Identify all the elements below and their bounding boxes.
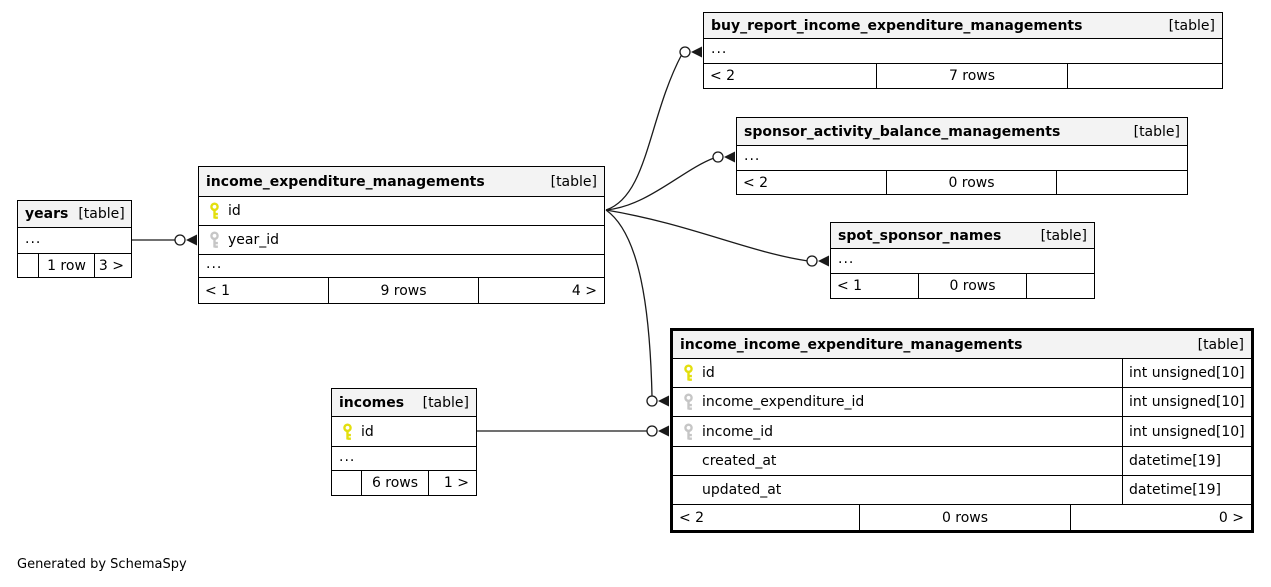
table-tag: [table]: [1133, 123, 1180, 140]
column-label: ...: [339, 448, 356, 465]
column-type: int unsigned[10]: [1122, 359, 1251, 387]
table-income_income_expenditure_managements[interactable]: [670, 328, 1254, 533]
table-name: buy_report_income_expenditure_managements: [711, 17, 1083, 34]
relationship-income_expenditure_managements-to-sponsor_activity_balance_managements: [606, 152, 735, 211]
columns-ellipsis-row: [332, 447, 476, 471]
table-name: years: [25, 206, 69, 222]
table-degree-footer: [737, 171, 1187, 194]
children-count: [1056, 171, 1187, 194]
parents-count: < 1: [205, 282, 231, 299]
table-tag: [table]: [1168, 17, 1215, 34]
fk-key-icon: [683, 423, 694, 440]
column-row-id: [673, 359, 1251, 388]
rows-count: 9 rows: [328, 278, 478, 303]
pk-key-icon: [342, 423, 353, 440]
table-name: incomes: [339, 394, 405, 411]
table-degree-footer: [332, 471, 476, 495]
table-sponsor_activity_balance_managements[interactable]: [736, 117, 1188, 195]
rows-count: 1 row: [38, 254, 94, 277]
table-degree-footer: [199, 278, 604, 303]
table-name: spot_sponsor_names: [838, 227, 1002, 244]
fk-key-icon: [683, 394, 694, 411]
table-tag: [table]: [422, 394, 469, 411]
table-header: [737, 118, 1187, 146]
rows-count: 0 rows: [859, 505, 1070, 530]
column-label: id: [361, 423, 374, 440]
column-type: int unsigned[10]: [1122, 417, 1251, 446]
children-count: 1 >: [428, 471, 476, 495]
pk-key-icon: [209, 203, 220, 220]
children-count: [1026, 274, 1094, 298]
table-tag: [table]: [550, 173, 597, 190]
rows-count: 7 rows: [876, 64, 1067, 88]
column-type: datetime[19]: [1122, 447, 1251, 475]
table-header: [199, 167, 604, 197]
rows-count: 0 rows: [886, 171, 1056, 194]
relationship-years-to-income_expenditure_managements-year_id: [132, 235, 197, 246]
table-degree-footer: [673, 505, 1251, 530]
parents-count: < 2: [679, 509, 705, 526]
fk-key-icon: [209, 232, 220, 249]
column-row-income_id: [673, 417, 1251, 447]
column-label: updated_at: [702, 482, 782, 498]
children-count: 0 >: [1070, 505, 1251, 530]
table-name: sponsor_activity_balance_managements: [744, 123, 1061, 140]
column-label: ...: [744, 148, 761, 165]
relationship-income_expenditure_managements-to-buy_report_income_expenditure_managements: [606, 47, 702, 211]
pk-key-icon: [683, 365, 694, 382]
table-degree-footer: [831, 274, 1094, 298]
table-incomes[interactable]: [331, 388, 477, 496]
parents-count: [332, 471, 361, 495]
column-row-year_id: [199, 226, 604, 255]
columns-ellipsis-row: [18, 228, 131, 254]
parents-count: < 2: [743, 174, 769, 191]
table-income_expenditure_managements[interactable]: [198, 166, 605, 304]
column-row-updated_at: [673, 476, 1251, 505]
column-row-income_expenditure_id: [673, 388, 1251, 417]
table-tag: [table]: [1040, 227, 1087, 244]
table-tag: [table]: [1197, 336, 1244, 353]
column-label: id: [702, 365, 715, 381]
table-header: [18, 201, 131, 228]
columns-ellipsis-row: [199, 255, 604, 278]
column-label: income_id: [702, 423, 774, 440]
rows-count: 6 rows: [361, 471, 428, 495]
column-label: id: [228, 203, 241, 219]
columns-ellipsis-row: [737, 146, 1187, 171]
table-degree-footer: [18, 254, 131, 277]
children-count: 4 >: [478, 278, 604, 303]
column-label: ...: [838, 251, 855, 268]
rows-count: 0 rows: [918, 274, 1026, 298]
children-count: 3 >: [94, 254, 131, 277]
column-label: created_at: [702, 453, 777, 469]
column-row-id: [199, 197, 604, 226]
columns-ellipsis-row: [831, 249, 1094, 274]
table-years[interactable]: [17, 200, 132, 278]
parents-count: [18, 254, 38, 277]
column-label: ...: [206, 256, 223, 273]
column-type: datetime[19]: [1122, 476, 1251, 504]
table-header: [673, 331, 1251, 359]
relationship-income_expenditure_managements-to-spot_sponsor_names: [606, 210, 829, 267]
column-type: int unsigned[10]: [1122, 388, 1251, 416]
children-count: [1067, 64, 1222, 88]
parents-count: < 1: [837, 278, 863, 294]
table-header: [704, 13, 1222, 39]
columns-ellipsis-row: [704, 39, 1222, 64]
column-label: ...: [711, 41, 728, 58]
column-row-id: [332, 417, 476, 447]
column-row-created_at: [673, 447, 1251, 476]
column-label: income_expenditure_id: [702, 394, 865, 410]
relationship-income_expenditure_managements-to-income_income_expenditure_managements-income_expenditure_id: [606, 210, 669, 407]
table-name: income_income_expenditure_managements: [680, 336, 1023, 353]
table-name: income_expenditure_managements: [206, 173, 485, 190]
table-degree-footer: [704, 64, 1222, 88]
table-header: [831, 223, 1094, 249]
column-label: year_id: [228, 232, 280, 248]
table-header: [332, 389, 476, 417]
table-tag: [table]: [78, 206, 125, 222]
relationship-incomes-to-income_income_expenditure_managements-income_id: [477, 426, 669, 437]
table-spot_sponsor_names[interactable]: [830, 222, 1095, 299]
column-label: ...: [25, 230, 42, 247]
generated-by-note: Generated by SchemaSpy: [17, 557, 187, 572]
table-buy_report_income_expenditure_managements[interactable]: [703, 12, 1223, 89]
parents-count: < 2: [710, 68, 736, 84]
